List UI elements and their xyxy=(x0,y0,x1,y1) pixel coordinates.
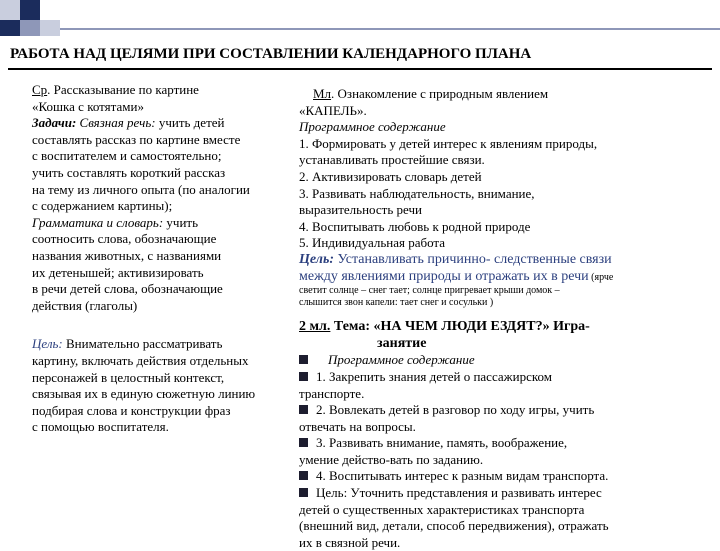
small-note: светит солнце – снег тает; солнце пригревает крыши домок – xyxy=(299,285,560,297)
grammar-line xyxy=(32,215,322,232)
text-line: соотносить слова, обозначающие xyxy=(32,231,217,247)
text-line: в речи детей слова, обозначающие xyxy=(32,281,223,297)
decor-square xyxy=(60,0,720,20)
left-tasks-line xyxy=(32,115,322,132)
decor-square xyxy=(40,20,60,36)
spacer xyxy=(299,309,719,319)
text-line: связывая их в единую сюжетную линию xyxy=(32,386,256,402)
program-item: 5. Индивидуальная работа xyxy=(299,235,446,251)
bullet-item-cont: умение действо-вать по заданию. xyxy=(299,451,484,467)
right-goal-label: Цель: xyxy=(299,251,334,267)
second-theme: Тема: «НА ЧЕМ ЛЮДИ ЕЗДЯТ?» Игра- xyxy=(330,319,590,335)
second-program-label: Программное содержание xyxy=(328,352,475,368)
decor-square xyxy=(20,20,40,36)
right-column xyxy=(299,86,719,551)
page-title: РАБОТА НАД ЦЕЛЯМИ ПРИ СОСТАВЛЕНИИ КАЛЕНДАРНОГО ПЛАНА xyxy=(10,46,532,62)
text-line: учить составлять короткий рассказ xyxy=(32,164,226,180)
speech-label: Связная речь: xyxy=(76,115,156,131)
left-goal-text: Внимательно рассматривать xyxy=(62,336,223,352)
decor-square xyxy=(20,0,40,20)
bullet-item xyxy=(299,435,719,452)
right-heading-line2: «КАПЕЛЬ». xyxy=(299,102,367,118)
bullet-item-text: 1. Закрепить знания детей о пассажирском xyxy=(316,368,552,384)
text-line: названия животных, с названиями xyxy=(32,247,222,263)
left-heading-text: . Рассказывание по картине xyxy=(47,82,199,97)
program-item: 1. Формировать у детей интерес к явлениям природы, xyxy=(299,135,598,151)
right-goal-line xyxy=(299,252,719,269)
bullet-item-text: 4. Воспитывать интерес к разным видам транспорта. xyxy=(316,468,609,484)
decor-strip xyxy=(60,28,720,30)
left-goal-line xyxy=(32,336,322,353)
grammar-label: Грамматика и словарь: xyxy=(32,214,164,230)
square-bullet-icon xyxy=(299,372,308,381)
program-item: устанавливать простейшие связи. xyxy=(299,152,485,168)
program-item: 2. Активизировать словарь детей xyxy=(299,168,482,184)
left-heading xyxy=(32,82,322,99)
square-bullet-icon xyxy=(299,405,308,414)
bullet-item-cont: отвечать на вопросы. xyxy=(299,418,416,434)
square-bullet-icon xyxy=(299,488,308,497)
right-group-abbr: Мл xyxy=(313,86,332,101)
spacer xyxy=(32,314,322,336)
second-theme-line xyxy=(299,319,719,336)
text-line: с помощью воспитателя. xyxy=(32,419,169,435)
tail-line: их в связной речи. xyxy=(299,534,401,550)
bullet-item xyxy=(299,468,719,485)
decor-square xyxy=(0,0,20,20)
left-heading-line2: «Кошка с котятами» xyxy=(32,98,144,114)
text-line: картину, включать действия отдельных xyxy=(32,352,249,368)
second-theme-line2: занятие xyxy=(377,335,427,351)
right-goal-small: (ярче xyxy=(588,271,614,283)
bullet-item xyxy=(299,485,719,502)
program-item: выразительность речи xyxy=(299,202,422,218)
text-line: с воспитателем и самостоятельно; xyxy=(32,148,222,164)
program-label: Программное содержание xyxy=(299,119,446,135)
square-bullet-icon xyxy=(299,355,308,364)
left-group-abbr: Ср xyxy=(32,82,48,97)
text-line: на тему из личного опыта (по аналогии xyxy=(32,181,250,197)
right-goal-text2: между явлениями природы и отражать их в речи xyxy=(299,268,589,284)
speech-text: учить детей xyxy=(155,115,225,131)
bullet-item-text: 3. Развивать внимание, память, воображение, xyxy=(316,435,568,451)
text-line: их детенышей; активизировать xyxy=(32,264,204,280)
program-item: 3. Развивать наблюдательность, внимание, xyxy=(299,185,535,201)
square-bullet-icon xyxy=(299,438,308,447)
text-line: персонажей в целостный контекст, xyxy=(32,369,225,385)
second-program-line xyxy=(299,352,719,369)
program-item: 4. Воспитывать любовь к родной природе xyxy=(299,218,531,234)
text-line: составлять рассказ по картине вместе xyxy=(32,131,241,147)
bullet-item-text: 2. Вовлекать детей в разговор по ходу игры, учить xyxy=(316,402,595,418)
text-line: подбирая слова и конструкции фраз xyxy=(32,402,231,418)
grammar-text: учить xyxy=(163,214,199,230)
small-note: слышится звон капели: тает снег и сосульки ) xyxy=(299,297,494,309)
bullet-item xyxy=(299,369,719,386)
right-heading-text: . Ознакомление с природным явлением xyxy=(331,86,549,101)
text-line: действия (глаголы) xyxy=(32,297,138,313)
title-divider xyxy=(8,68,712,70)
bullet-item xyxy=(299,402,719,419)
tail-line: детей о существенных характеристиках транспорта xyxy=(299,501,585,517)
left-column xyxy=(32,82,322,436)
decor-square xyxy=(40,0,61,20)
header-decoration xyxy=(0,0,720,36)
decor-square xyxy=(0,20,20,36)
tail-line: (внешний вид, детали, способ передвижения), отражать xyxy=(299,518,609,534)
square-bullet-icon xyxy=(299,471,308,480)
bullet-item-cont: транспорте. xyxy=(299,385,365,401)
text-line: с содержанием картины); xyxy=(32,198,173,214)
right-heading xyxy=(299,86,719,103)
tasks-label: Задачи: xyxy=(32,115,77,131)
right-goal-text: Устанавливать причинно- следственные связи xyxy=(334,251,612,267)
left-goal-label: Цель: xyxy=(32,336,63,352)
bullet-item-text: Цель: Уточнить представления и развивать интерес xyxy=(316,485,602,501)
second-group: 2 мл. xyxy=(299,319,331,335)
right-goal-line2 xyxy=(299,269,719,286)
